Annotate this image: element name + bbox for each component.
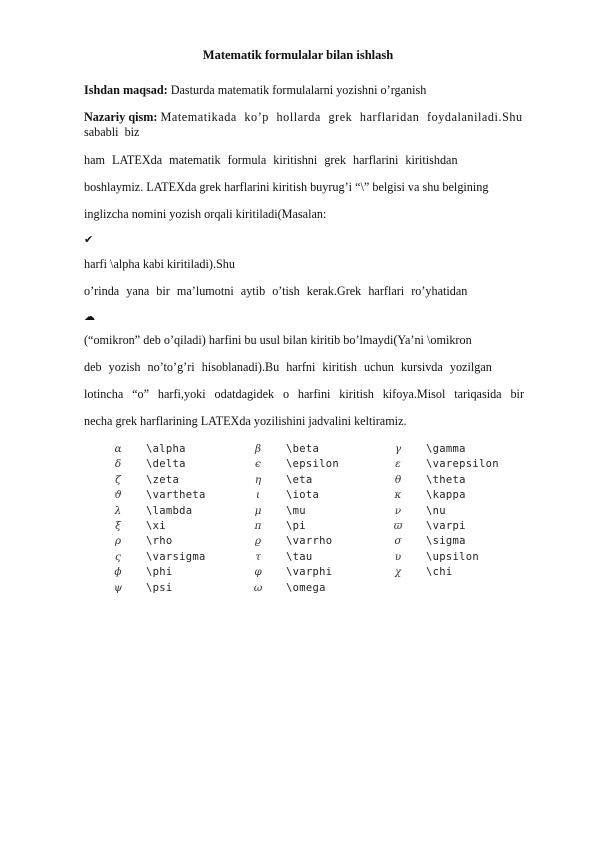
paragraph-line: sababli biz bbox=[84, 125, 140, 139]
latex-command: \xi bbox=[146, 520, 166, 532]
latex-command: \phi bbox=[146, 566, 173, 579]
latex-command: \alpha bbox=[146, 443, 186, 455]
greek-symbol: ς bbox=[115, 550, 121, 563]
greek-symbol: κ bbox=[394, 489, 402, 502]
goal-line bbox=[84, 83, 524, 97]
paragraph-line: inglizcha nomini yozish orqali kiritiladi(Masalan: bbox=[84, 207, 327, 221]
latex-command: \zeta bbox=[146, 473, 180, 486]
greek-symbol: θ bbox=[394, 473, 402, 486]
latex-command: \chi bbox=[426, 566, 453, 579]
greek-symbol: ι bbox=[255, 489, 261, 502]
paragraph-line: o’rinda yana bir ma’lumotni aytib o’tish kerak.Grek harflari ro’yhatidan bbox=[84, 284, 468, 298]
latex-command: \tau bbox=[286, 550, 313, 563]
omicron-placeholder-icon: ☁ bbox=[84, 311, 95, 323]
theory-label: Nazariy qism: bbox=[84, 110, 158, 124]
greek-symbol: β bbox=[254, 443, 262, 455]
goal-text: Dasturda matematik formulalarni yozishni o’rganish bbox=[170, 83, 427, 97]
latex-command: \kappa bbox=[426, 489, 466, 502]
greek-symbol: ϕ bbox=[114, 566, 122, 579]
latex-command: \varpi bbox=[426, 520, 466, 532]
theory-line bbox=[84, 110, 524, 124]
greek-symbol: π bbox=[254, 520, 262, 532]
latex-command: \vartheta bbox=[146, 489, 206, 502]
greek-symbol: υ bbox=[394, 550, 402, 563]
greek-symbol: τ bbox=[255, 550, 261, 563]
latex-command: \lambda bbox=[146, 504, 193, 517]
greek-symbol: μ bbox=[254, 504, 262, 517]
page-title: Matematik formulalar bilan ishlash bbox=[202, 48, 394, 62]
greek-symbol: σ bbox=[394, 535, 402, 548]
latex-command: \epsilon bbox=[286, 458, 339, 471]
paragraph-line: lotincha “o” harfi,yoki odatdagidek o harfini kiritish kifoya.Misol tariqasida bir bbox=[84, 387, 524, 401]
latex-command: \rho bbox=[146, 535, 173, 548]
greek-symbol: γ bbox=[394, 443, 402, 455]
paragraph-line: boshlaymiz. LATEXda grek harflarini kiritish buyrug’i “\” belgisi va shu belgining bbox=[84, 180, 489, 194]
latex-command: \upsilon bbox=[426, 550, 479, 563]
latex-command: \nu bbox=[426, 504, 446, 517]
latex-command: \mu bbox=[286, 504, 306, 517]
latex-command: \varrho bbox=[286, 535, 333, 548]
latex-command: \varphi bbox=[286, 566, 333, 579]
alpha-placeholder-icon: ✔ bbox=[84, 234, 94, 246]
paragraph-line: ham LATEXda matematik formula kiritishni grek harflarini kiritishdan bbox=[84, 153, 458, 167]
paragraph-line: deb yozish no’to’g’ri hisoblanadi).Bu harfni kiritish uchun kursivda yozilgan bbox=[84, 360, 492, 374]
greek-symbol: ν bbox=[394, 504, 402, 517]
greek-symbol: ϖ bbox=[393, 520, 403, 532]
greek-symbol: ε bbox=[395, 458, 401, 471]
greek-symbol: χ bbox=[394, 566, 402, 579]
latex-command: \delta bbox=[146, 458, 186, 471]
greek-symbol: φ bbox=[254, 566, 262, 579]
latex-command: \varepsilon bbox=[426, 458, 499, 471]
greek-symbol: ρ bbox=[114, 535, 122, 548]
greek-symbol: α bbox=[114, 443, 122, 455]
latex-command: \varsigma bbox=[146, 550, 206, 563]
latex-command: \pi bbox=[286, 520, 306, 532]
greek-symbol: δ bbox=[114, 458, 122, 471]
greek-symbol: ψ bbox=[113, 581, 123, 594]
latex-command: \eta bbox=[286, 473, 313, 486]
greek-symbol: ξ bbox=[115, 520, 121, 532]
greek-symbol: ϱ bbox=[254, 535, 262, 548]
latex-command: \gamma bbox=[426, 443, 466, 455]
theory-text: Matematikada ko’p hollarda grek harflaridan foydalaniladi.Shu bbox=[160, 110, 523, 124]
greek-symbol: ζ bbox=[115, 473, 121, 486]
paragraph-line: necha grek harflarining LATEXda yozilishini jadvalini keltiramiz. bbox=[84, 414, 407, 428]
greek-symbol: ϵ bbox=[255, 458, 261, 471]
latex-command: \omega bbox=[286, 581, 326, 594]
latex-command: \sigma bbox=[426, 535, 466, 548]
paragraph-line: harfi \alpha kabi kiritiladi).Shu bbox=[84, 257, 235, 271]
latex-command: \iota bbox=[286, 489, 320, 502]
greek-symbol: λ bbox=[114, 504, 122, 517]
greek-symbol: ϑ bbox=[114, 489, 122, 502]
goal-label: Ishdan maqsad: bbox=[84, 83, 168, 97]
latex-command: \beta bbox=[286, 443, 320, 455]
latex-command: \theta bbox=[426, 473, 466, 486]
latex-command: \psi bbox=[146, 581, 173, 594]
paragraph-line: (“omikron” deb o’qiladi) harfini bu usul bilan kiritib bo’lmaydi(Ya’ni \omikron bbox=[84, 333, 472, 347]
greek-symbol: ω bbox=[253, 581, 263, 594]
greek-symbol: η bbox=[254, 473, 262, 486]
